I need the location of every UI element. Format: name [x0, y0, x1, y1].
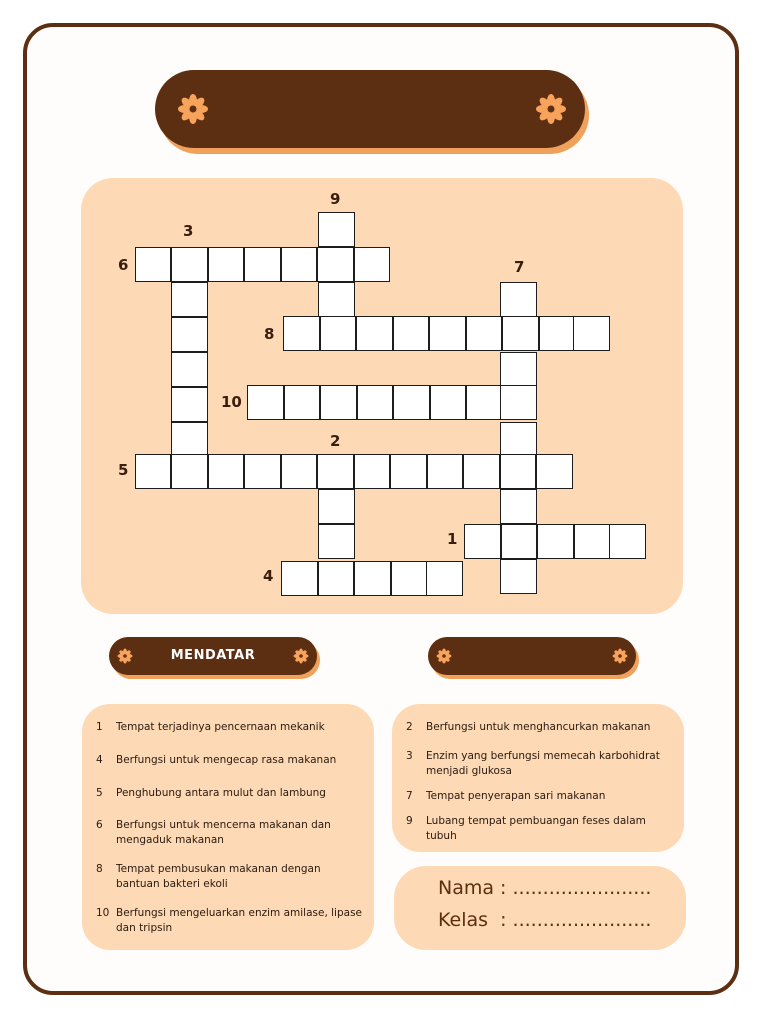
crossword-cell[interactable]: [390, 454, 427, 489]
crossword-cell[interactable]: [135, 247, 172, 282]
clue-number: 3: [406, 750, 413, 762]
crossword-cell[interactable]: [500, 282, 537, 317]
clue-number-4: 4: [263, 567, 274, 585]
crossword-cell[interactable]: [244, 247, 281, 282]
crossword-cell[interactable]: [466, 316, 503, 351]
clue-item: [406, 720, 672, 735]
identity-panel: [394, 866, 686, 950]
clue-number: 10: [96, 907, 110, 919]
crossword-cell[interactable]: [281, 454, 318, 489]
crossword-cell[interactable]: [466, 385, 503, 420]
crossword-cell[interactable]: [171, 247, 208, 282]
crossword-cell[interactable]: [318, 212, 355, 247]
crossword-cell[interactable]: [501, 524, 538, 559]
crossword-cell[interactable]: [171, 422, 208, 457]
crossword-cell[interactable]: [391, 561, 428, 596]
crossword-cell[interactable]: [500, 489, 537, 524]
crossword-cell[interactable]: [283, 316, 320, 351]
clue-number: 7: [406, 790, 413, 802]
crossword-cell[interactable]: [539, 316, 576, 351]
crossword-cell[interactable]: [609, 524, 646, 559]
crossword-cell[interactable]: [427, 454, 464, 489]
crossword-cell[interactable]: [317, 247, 354, 282]
crossword-cell[interactable]: [281, 247, 318, 282]
crossword-cell[interactable]: [244, 454, 281, 489]
clue-number: 8: [96, 863, 103, 875]
crossword-cell[interactable]: [502, 316, 539, 351]
clue-text: Lubang tempat pembuangan feses dalam tubuh: [426, 815, 646, 842]
clue-text: Tempat pembusukan makanan dengan bantuan bakteri ekoli: [116, 863, 321, 890]
clue-text: Berfungsi mengeluarkan enzim amilase, lipase dan tripsin: [116, 907, 363, 934]
crossword-cell[interactable]: [500, 559, 537, 594]
clue-number-9: 9: [330, 190, 341, 208]
flower-icon: [293, 648, 309, 664]
crossword-cell[interactable]: [500, 454, 537, 489]
crossword-cell[interactable]: [208, 247, 245, 282]
clue-text: Penghubung antara mulut dan lambung: [116, 787, 326, 799]
crossword-cell[interactable]: [354, 247, 391, 282]
flower-icon: [535, 93, 567, 125]
clue-number: 6: [96, 819, 103, 831]
crossword-cell[interactable]: [208, 454, 245, 489]
crossword-cell[interactable]: [500, 352, 537, 387]
crossword-cell[interactable]: [171, 282, 208, 317]
clue-text: Berfungsi untuk mencerna makanan dan mengaduk makanan: [116, 819, 331, 846]
clue-number-7: 7: [514, 258, 525, 276]
clue-number: 5: [96, 787, 103, 799]
crossword-cell[interactable]: [536, 454, 573, 489]
crossword-cell[interactable]: [356, 316, 393, 351]
crossword-cell[interactable]: [171, 317, 208, 352]
flower-icon: [177, 93, 209, 125]
crossword-cell[interactable]: [284, 385, 321, 420]
clue-item: [96, 753, 362, 768]
clue-text: Enzim yang berfungsi memecah karbohidrat menjadi glukosa: [426, 750, 660, 777]
crossword-cell[interactable]: [393, 316, 430, 351]
nama-field[interactable]: Nama : .......................: [438, 877, 652, 899]
mendatar-title: MENDATAR: [170, 648, 256, 663]
clue-number: 9: [406, 815, 413, 827]
crossword-cell[interactable]: [574, 524, 611, 559]
clue-number: 2: [406, 721, 413, 733]
crossword-cell[interactable]: [318, 282, 355, 317]
menurun-clues-panel: [392, 704, 684, 852]
clue-number-10: 10: [221, 393, 242, 411]
menurun-header: [428, 637, 636, 675]
clue-item: [96, 906, 362, 936]
crossword-cell[interactable]: [464, 524, 501, 559]
crossword-cell[interactable]: [320, 316, 357, 351]
crossword-cell[interactable]: [171, 352, 208, 387]
crossword-cell[interactable]: [500, 422, 537, 457]
crossword-cell[interactable]: [171, 454, 208, 489]
crossword-cell[interactable]: [318, 489, 355, 524]
mendatar-header: [109, 637, 317, 675]
clue-number-2: 2: [330, 432, 341, 450]
clue-item: [406, 814, 672, 844]
crossword-cell[interactable]: [281, 561, 318, 596]
clue-item: [96, 720, 362, 735]
crossword-cell[interactable]: [463, 454, 500, 489]
crossword-cell[interactable]: [573, 316, 610, 351]
crossword-cell[interactable]: [393, 385, 430, 420]
clue-number-8: 8: [264, 325, 275, 343]
crossword-cell[interactable]: [430, 385, 467, 420]
crossword-cell[interactable]: [318, 561, 355, 596]
clue-number-1: 1: [447, 530, 458, 548]
clue-item: [96, 818, 362, 848]
crossword-cell[interactable]: [171, 387, 208, 422]
clue-text: Berfungsi untuk mengecap rasa makanan: [116, 754, 337, 766]
clue-item: [406, 789, 672, 804]
clue-item: [406, 749, 672, 779]
flower-icon: [612, 648, 628, 664]
crossword-cell[interactable]: [429, 316, 466, 351]
clue-number-5: 5: [118, 461, 129, 479]
mendatar-clues-panel: [82, 704, 374, 950]
crossword-cell[interactable]: [537, 524, 574, 559]
crossword-cell[interactable]: [317, 454, 354, 489]
crossword-cell[interactable]: [135, 454, 172, 489]
clue-text: Tempat penyerapan sari makanan: [426, 790, 606, 802]
clue-text: Berfungsi untuk menghancurkan makanan: [426, 721, 651, 733]
title-banner: [155, 70, 585, 148]
clue-number: 1: [96, 721, 103, 733]
clue-item: [96, 786, 362, 801]
crossword-cell[interactable]: [500, 385, 537, 420]
crossword-cell[interactable]: [247, 385, 284, 420]
crossword-cell[interactable]: [357, 385, 394, 420]
clue-number-6: 6: [118, 256, 129, 274]
crossword-cell[interactable]: [354, 561, 391, 596]
kelas-field[interactable]: Kelas : .......................: [438, 909, 652, 931]
crossword-cell[interactable]: [320, 385, 357, 420]
clue-item: [96, 862, 362, 892]
clue-number: 4: [96, 754, 103, 766]
crossword-cell[interactable]: [318, 524, 355, 559]
crossword-cell[interactable]: [426, 561, 463, 596]
clue-text: Tempat terjadinya pencernaan mekanik: [116, 721, 325, 733]
clue-number-3: 3: [183, 222, 194, 240]
crossword-cell[interactable]: [354, 454, 391, 489]
flower-icon: [436, 648, 452, 664]
